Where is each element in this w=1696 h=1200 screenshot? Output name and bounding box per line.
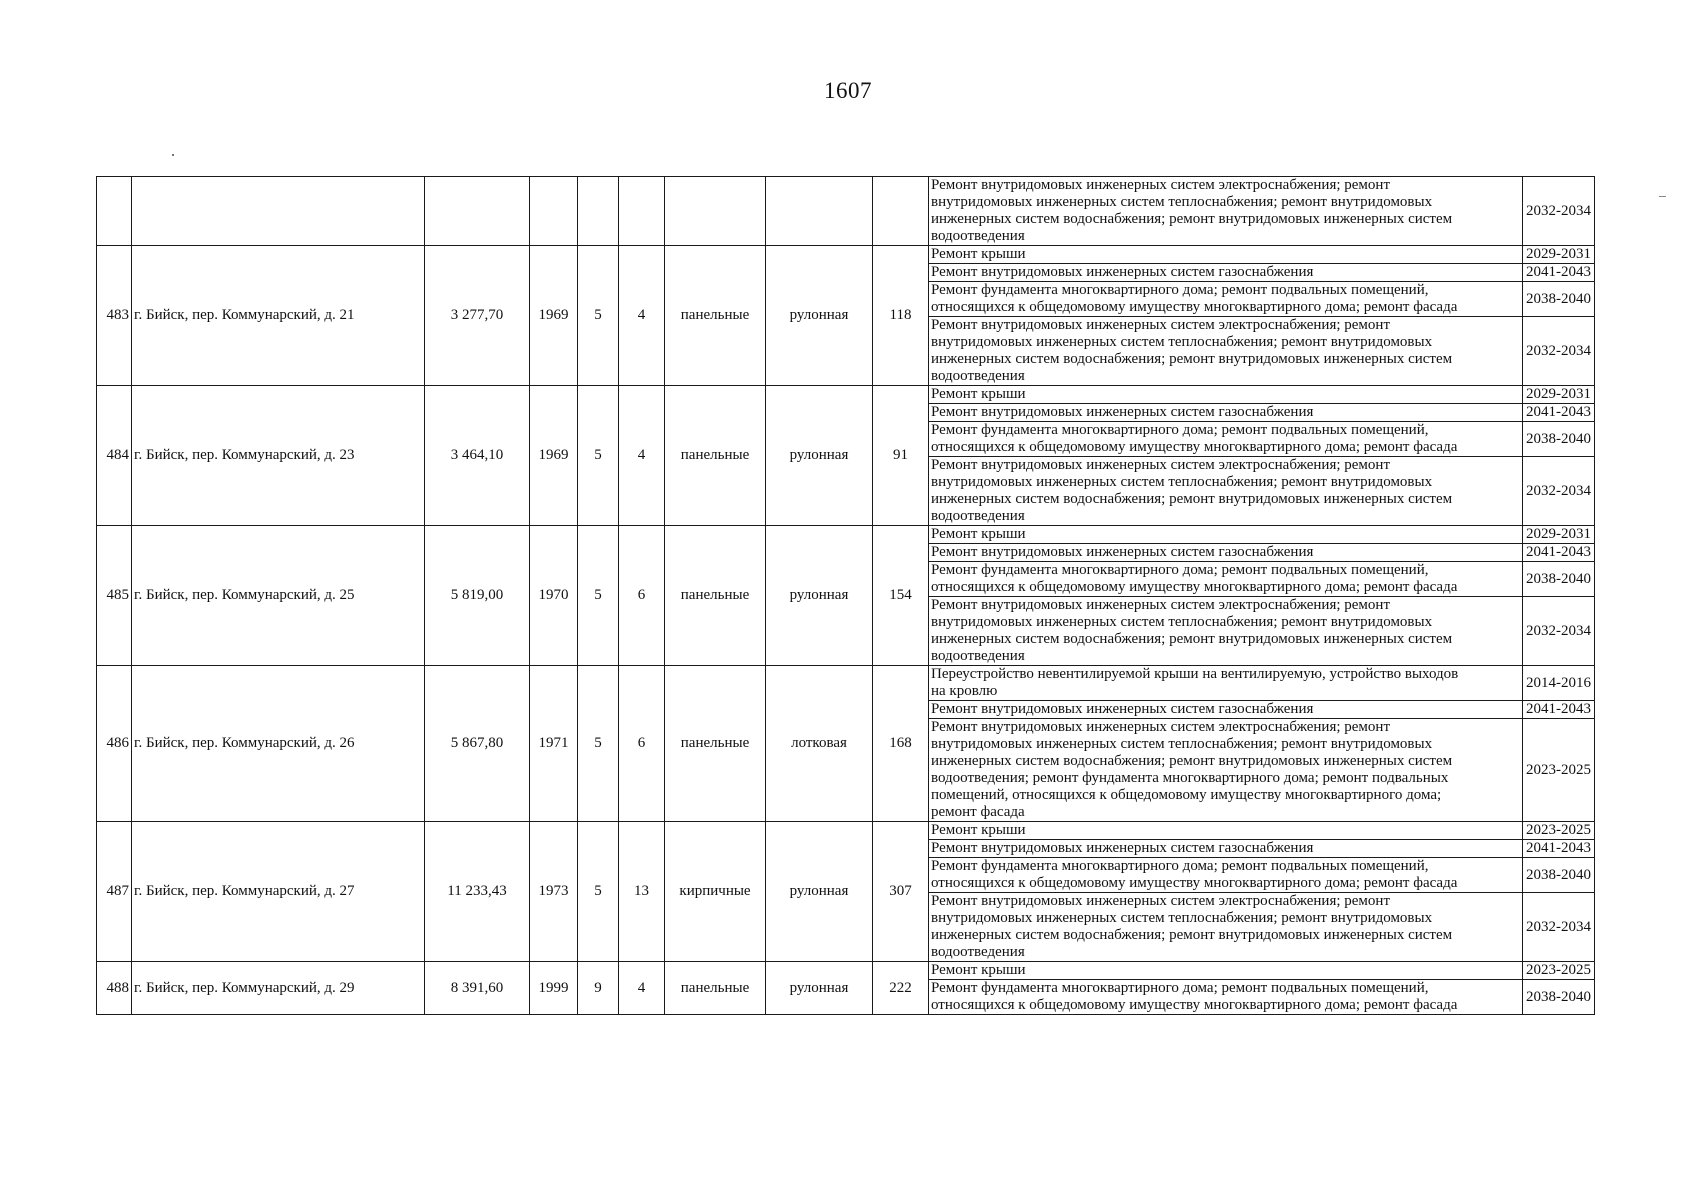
work-line: Ремонт внутридомовых инженерных систем электроснабжения; ремонт: [931, 597, 1391, 613]
work-line: относящихся к общедомовому имуществу многоквартирного дома; ремонт фасада: [931, 875, 1458, 891]
work-type-cell: [929, 544, 1523, 562]
work-type-cell: [929, 177, 1523, 246]
work-line: Ремонт внутридомовых инженерных систем электроснабжения; ремонт: [931, 317, 1391, 333]
period-cell: 2029-2031: [1523, 246, 1595, 264]
floors-cell: 5: [578, 666, 619, 822]
entrances-cell: 13: [619, 822, 665, 962]
period-cell: 2038-2040: [1523, 562, 1595, 597]
period-cell: 2041-2043: [1523, 544, 1595, 562]
address-cell: г. Бийск, пер. Коммунарский, д. 29: [132, 962, 425, 1015]
floors-cell: 5: [578, 526, 619, 666]
work-type-cell: [929, 858, 1523, 893]
period-cell: 2014-2016: [1523, 666, 1595, 701]
work-line: инженерных систем водоснабжения; ремонт внутридомовых инженерных систем: [931, 753, 1453, 769]
year-cell: 1973: [530, 822, 578, 962]
work-line: Ремонт крыши: [931, 386, 1026, 402]
roof-type-cell: рулонная: [766, 822, 873, 962]
period-cell: 2032-2034: [1523, 597, 1595, 666]
table-row: [97, 822, 1595, 840]
work-type-cell: [929, 822, 1523, 840]
empty-cell: [578, 177, 619, 246]
address-cell: г. Бийск, пер. Коммунарский, д. 23: [132, 386, 425, 526]
address-cell: г. Бийск, пер. Коммунарский, д. 26: [132, 666, 425, 822]
period-cell: 2041-2043: [1523, 264, 1595, 282]
area-cell: 11 233,43: [425, 822, 530, 962]
work-type-cell: [929, 701, 1523, 719]
work-line: водоотведения: [931, 368, 1025, 384]
work-line: Ремонт внутридомовых инженерных систем газоснабжения: [931, 701, 1314, 717]
work-line: Ремонт фундамента многоквартирного дома; ремонт подвальных помещений,: [931, 980, 1429, 996]
table-row: [97, 526, 1595, 544]
empty-cell: [766, 177, 873, 246]
empty-cell: [97, 177, 132, 246]
floors-cell: 5: [578, 386, 619, 526]
work-type-cell: [929, 282, 1523, 317]
address-cell: г. Бийск, пер. Коммунарский, д. 25: [132, 526, 425, 666]
work-line: инженерных систем водоснабжения; ремонт внутридомовых инженерных систем: [931, 211, 1453, 227]
work-line: Ремонт внутридомовых инженерных систем газоснабжения: [931, 544, 1314, 560]
work-type-cell: [929, 666, 1523, 701]
entrances-cell: 6: [619, 666, 665, 822]
work-line: Переустройство невентилируемой крыши на вентилируемую, устройство выходов: [931, 666, 1459, 682]
work-line: инженерных систем водоснабжения; ремонт внутридомовых инженерных систем: [931, 491, 1453, 507]
residents-cell: 154: [873, 526, 929, 666]
empty-cell: [530, 177, 578, 246]
work-line: инженерных систем водоснабжения; ремонт внутридомовых инженерных систем: [931, 927, 1453, 943]
table-row: [97, 386, 1595, 404]
work-type-cell: [929, 264, 1523, 282]
address-cell: г. Бийск, пер. Коммунарский, д. 21: [132, 246, 425, 386]
empty-cell: [425, 177, 530, 246]
work-line: относящихся к общедомовому имуществу многоквартирного дома; ремонт фасада: [931, 997, 1458, 1013]
period-cell: 2029-2031: [1523, 386, 1595, 404]
row-number: 488: [97, 962, 132, 1015]
work-line: водоотведения; ремонт фундамента многоквартирного дома; ремонт подвальных: [931, 770, 1449, 786]
work-line: Ремонт внутридомовых инженерных систем электроснабжения; ремонт: [931, 457, 1391, 473]
work-line: Ремонт внутридомовых инженерных систем газоснабжения: [931, 404, 1314, 420]
work-type-cell: [929, 317, 1523, 386]
period-cell: 2038-2040: [1523, 422, 1595, 457]
year-cell: 1999: [530, 962, 578, 1015]
roof-type-cell: рулонная: [766, 386, 873, 526]
floors-cell: 9: [578, 962, 619, 1015]
residents-cell: 118: [873, 246, 929, 386]
table-row: [97, 666, 1595, 701]
period-cell: 2038-2040: [1523, 282, 1595, 317]
table-row: [97, 246, 1595, 264]
work-line: относящихся к общедомовому имуществу многоквартирного дома; ремонт фасада: [931, 579, 1458, 595]
work-type-cell: [929, 526, 1523, 544]
residents-cell: 222: [873, 962, 929, 1015]
work-line: Ремонт фундамента многоквартирного дома; ремонт подвальных помещений,: [931, 282, 1429, 298]
table-row: [97, 962, 1595, 980]
year-cell: 1971: [530, 666, 578, 822]
period-cell: 2041-2043: [1523, 404, 1595, 422]
residents-cell: 307: [873, 822, 929, 962]
address-cell: г. Бийск, пер. Коммунарский, д. 27: [132, 822, 425, 962]
roof-type-cell: рулонная: [766, 246, 873, 386]
work-line: внутридомовых инженерных систем теплоснабжения; ремонт внутридомовых: [931, 614, 1433, 630]
work-line: относящихся к общедомовому имуществу многоквартирного дома; ремонт фасада: [931, 439, 1458, 455]
work-line: внутридомовых инженерных систем теплоснабжения; ремонт внутридомовых: [931, 194, 1433, 210]
period-cell: 2041-2043: [1523, 840, 1595, 858]
work-type-cell: [929, 457, 1523, 526]
work-type-cell: [929, 404, 1523, 422]
area-cell: 3 464,10: [425, 386, 530, 526]
area-cell: 3 277,70: [425, 246, 530, 386]
area-cell: 5 867,80: [425, 666, 530, 822]
work-type-cell: [929, 386, 1523, 404]
work-line: помещений, относящихся к общедомовому имуществу многоквартирного дома;: [931, 787, 1442, 803]
wall-material-cell: панельные: [665, 526, 766, 666]
empty-cell: [132, 177, 425, 246]
scan-mark: [1659, 196, 1666, 197]
scan-speck: [172, 154, 174, 156]
work-type-cell: [929, 422, 1523, 457]
wall-material-cell: панельные: [665, 962, 766, 1015]
period-cell: 2032-2034: [1523, 177, 1595, 246]
work-line: Ремонт фундамента многоквартирного дома; ремонт подвальных помещений,: [931, 858, 1429, 874]
wall-material-cell: панельные: [665, 666, 766, 822]
work-type-cell: [929, 980, 1523, 1015]
repair-schedule-table: [96, 176, 1595, 1015]
work-line: внутридомовых инженерных систем теплоснабжения; ремонт внутридомовых: [931, 736, 1433, 752]
work-line: Ремонт внутридомовых инженерных систем электроснабжения; ремонт: [931, 177, 1391, 193]
work-type-cell: [929, 597, 1523, 666]
wall-material-cell: панельные: [665, 386, 766, 526]
period-cell: 2029-2031: [1523, 526, 1595, 544]
roof-type-cell: рулонная: [766, 526, 873, 666]
page-number: 1607: [824, 78, 872, 103]
work-type-cell: [929, 840, 1523, 858]
work-line: водоотведения: [931, 944, 1025, 960]
period-cell: 2041-2043: [1523, 701, 1595, 719]
work-type-cell: [929, 562, 1523, 597]
entrances-cell: 4: [619, 962, 665, 1015]
work-line: Ремонт крыши: [931, 246, 1026, 262]
table-row-continuation: [97, 177, 1595, 246]
year-cell: 1970: [530, 526, 578, 666]
entrances-cell: 4: [619, 386, 665, 526]
work-line: Ремонт фундамента многоквартирного дома; ремонт подвальных помещений,: [931, 562, 1429, 578]
work-line: водоотведения: [931, 508, 1025, 524]
work-line: на кровлю: [931, 683, 998, 699]
work-line: водоотведения: [931, 648, 1025, 664]
work-type-cell: [929, 962, 1523, 980]
residents-cell: 91: [873, 386, 929, 526]
work-line: водоотведения: [931, 228, 1025, 244]
period-cell: 2038-2040: [1523, 858, 1595, 893]
work-line: относящихся к общедомовому имуществу многоквартирного дома; ремонт фасада: [931, 299, 1458, 315]
period-cell: 2023-2025: [1523, 962, 1595, 980]
row-number: 485: [97, 526, 132, 666]
work-line: инженерных систем водоснабжения; ремонт внутридомовых инженерных систем: [931, 631, 1453, 647]
work-line: инженерных систем водоснабжения; ремонт внутридомовых инженерных систем: [931, 351, 1453, 367]
year-cell: 1969: [530, 386, 578, 526]
work-line: внутридомовых инженерных систем теплоснабжения; ремонт внутридомовых: [931, 334, 1433, 350]
work-line: внутридомовых инженерных систем теплоснабжения; ремонт внутридомовых: [931, 474, 1433, 490]
work-line: Ремонт крыши: [931, 822, 1026, 838]
roof-type-cell: лотковая: [766, 666, 873, 822]
floors-cell: 5: [578, 246, 619, 386]
work-line: Ремонт крыши: [931, 526, 1026, 542]
row-number: 483: [97, 246, 132, 386]
work-line: Ремонт внутридомовых инженерных систем электроснабжения; ремонт: [931, 893, 1391, 909]
area-cell: 5 819,00: [425, 526, 530, 666]
period-cell: 2023-2025: [1523, 822, 1595, 840]
floors-cell: 5: [578, 822, 619, 962]
work-line: Ремонт внутридомовых инженерных систем газоснабжения: [931, 264, 1314, 280]
entrances-cell: 6: [619, 526, 665, 666]
period-cell: 2032-2034: [1523, 317, 1595, 386]
residents-cell: 168: [873, 666, 929, 822]
work-type-cell: [929, 246, 1523, 264]
work-line: Ремонт внутридомовых инженерных систем газоснабжения: [931, 840, 1314, 856]
entrances-cell: 4: [619, 246, 665, 386]
period-cell: 2023-2025: [1523, 719, 1595, 822]
row-number: 486: [97, 666, 132, 822]
roof-type-cell: рулонная: [766, 962, 873, 1015]
work-line: ремонт фасада: [931, 804, 1025, 820]
work-line: Ремонт фундамента многоквартирного дома; ремонт подвальных помещений,: [931, 422, 1429, 438]
empty-cell: [619, 177, 665, 246]
empty-cell: [665, 177, 766, 246]
wall-material-cell: кирпичные: [665, 822, 766, 962]
period-cell: 2032-2034: [1523, 893, 1595, 962]
work-type-cell: [929, 719, 1523, 822]
area-cell: 8 391,60: [425, 962, 530, 1015]
period-cell: 2038-2040: [1523, 980, 1595, 1015]
work-line: Ремонт внутридомовых инженерных систем электроснабжения; ремонт: [931, 719, 1391, 735]
row-number: 487: [97, 822, 132, 962]
work-line: внутридомовых инженерных систем теплоснабжения; ремонт внутридомовых: [931, 910, 1433, 926]
year-cell: 1969: [530, 246, 578, 386]
empty-cell: [873, 177, 929, 246]
period-cell: 2032-2034: [1523, 457, 1595, 526]
row-number: 484: [97, 386, 132, 526]
wall-material-cell: панельные: [665, 246, 766, 386]
work-type-cell: [929, 893, 1523, 962]
work-line: Ремонт крыши: [931, 962, 1026, 978]
